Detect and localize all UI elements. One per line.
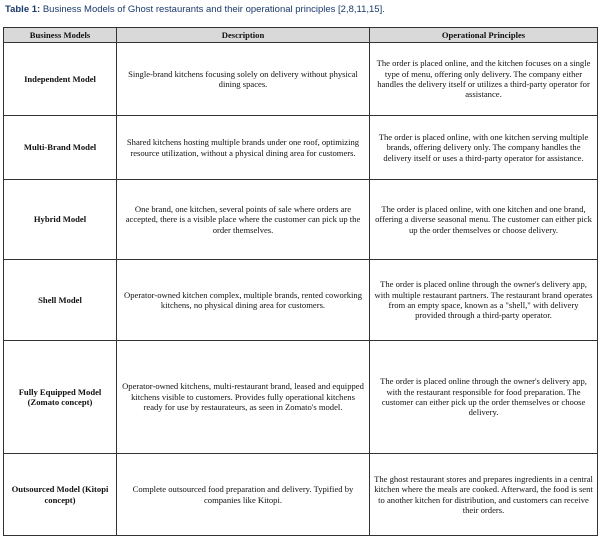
table-row bbox=[4, 454, 598, 536]
header-description: Description bbox=[117, 28, 370, 43]
model-description: Shared kitchens hosting multiple brands under one roof, optimizing resource utilization, without a physical dining area for customers. bbox=[117, 116, 370, 180]
model-name: Fully Equipped Model (Zomato concept) bbox=[4, 341, 117, 454]
caption-label: Table 1: bbox=[5, 4, 41, 15]
header-row bbox=[4, 28, 598, 43]
model-description: One brand, one kitchen, several points of sale where orders are accepted, there is a visible place where the customer can pick up the order themselves. bbox=[117, 180, 370, 260]
business-models-table bbox=[3, 27, 598, 536]
model-description: Complete outsourced food preparation and delivery. Typified by companies like Kitopi. bbox=[117, 454, 370, 536]
model-description: Operator-owned kitchens, multi-restaurant brand, leased and equipped kitchens visible to customers. Provides fully operational kitchens ready for use by restaurateurs, as seen in Zomato's model. bbox=[117, 341, 370, 454]
caption-text: Business Models of Ghost restaurants and their operational principles [2,8,11,15]. bbox=[40, 4, 385, 15]
model-name: Outsourced Model (Kitopi concept) bbox=[4, 454, 117, 536]
header-business-models: Business Models bbox=[4, 28, 117, 43]
header-operational-principles: Operational Principles bbox=[370, 28, 598, 43]
table-body bbox=[4, 43, 598, 536]
model-principles: The order is placed online through the owner's delivery app, with multiple restaurant partners. The restaurant brand operates from an empty space, known as a "shell," with delivery provided through a third-party operator. bbox=[370, 260, 598, 341]
model-name: Independent Model bbox=[4, 43, 117, 116]
model-description: Operator-owned kitchen complex, multiple brands, rented coworking kitchens, no physical dining area for customers. bbox=[117, 260, 370, 341]
model-name: Shell Model bbox=[4, 260, 117, 341]
model-principles: The ghost restaurant stores and prepares ingredients in a central kitchen where the meals are cooked. Afterward, the food is sent to another kitchen for distribution, and customers can receive their orders. bbox=[370, 454, 598, 536]
table-header bbox=[4, 28, 598, 43]
model-principles: The order is placed online, with one kitchen serving multiple brands, offering delivery only. The company handles the delivery itself or uses a third-party operator for assistance. bbox=[370, 116, 598, 180]
model-principles: The order is placed online through the owner's delivery app, with the restaurant responsible for food preparation. The customer can either pick up the order themselves or choose delivery. bbox=[370, 341, 598, 454]
table-caption bbox=[5, 4, 385, 15]
table-row bbox=[4, 341, 598, 454]
model-principles: The order is placed online, with one kitchen and one brand, offering a diverse seasonal menu. The customer can either pick up the order themselves or choose delivery. bbox=[370, 180, 598, 260]
model-name: Hybrid Model bbox=[4, 180, 117, 260]
table-row bbox=[4, 260, 598, 341]
model-name: Multi-Brand Model bbox=[4, 116, 117, 180]
table-row bbox=[4, 43, 598, 116]
table-row bbox=[4, 180, 598, 260]
model-principles: The order is placed online, and the kitchen focuses on a single type of menu, offering only delivery. The company either handles the delivery itself or utilizes a third-party operator for assistance. bbox=[370, 43, 598, 116]
table-row bbox=[4, 116, 598, 180]
model-description: Single-brand kitchens focusing solely on delivery without physical dining spaces. bbox=[117, 43, 370, 116]
